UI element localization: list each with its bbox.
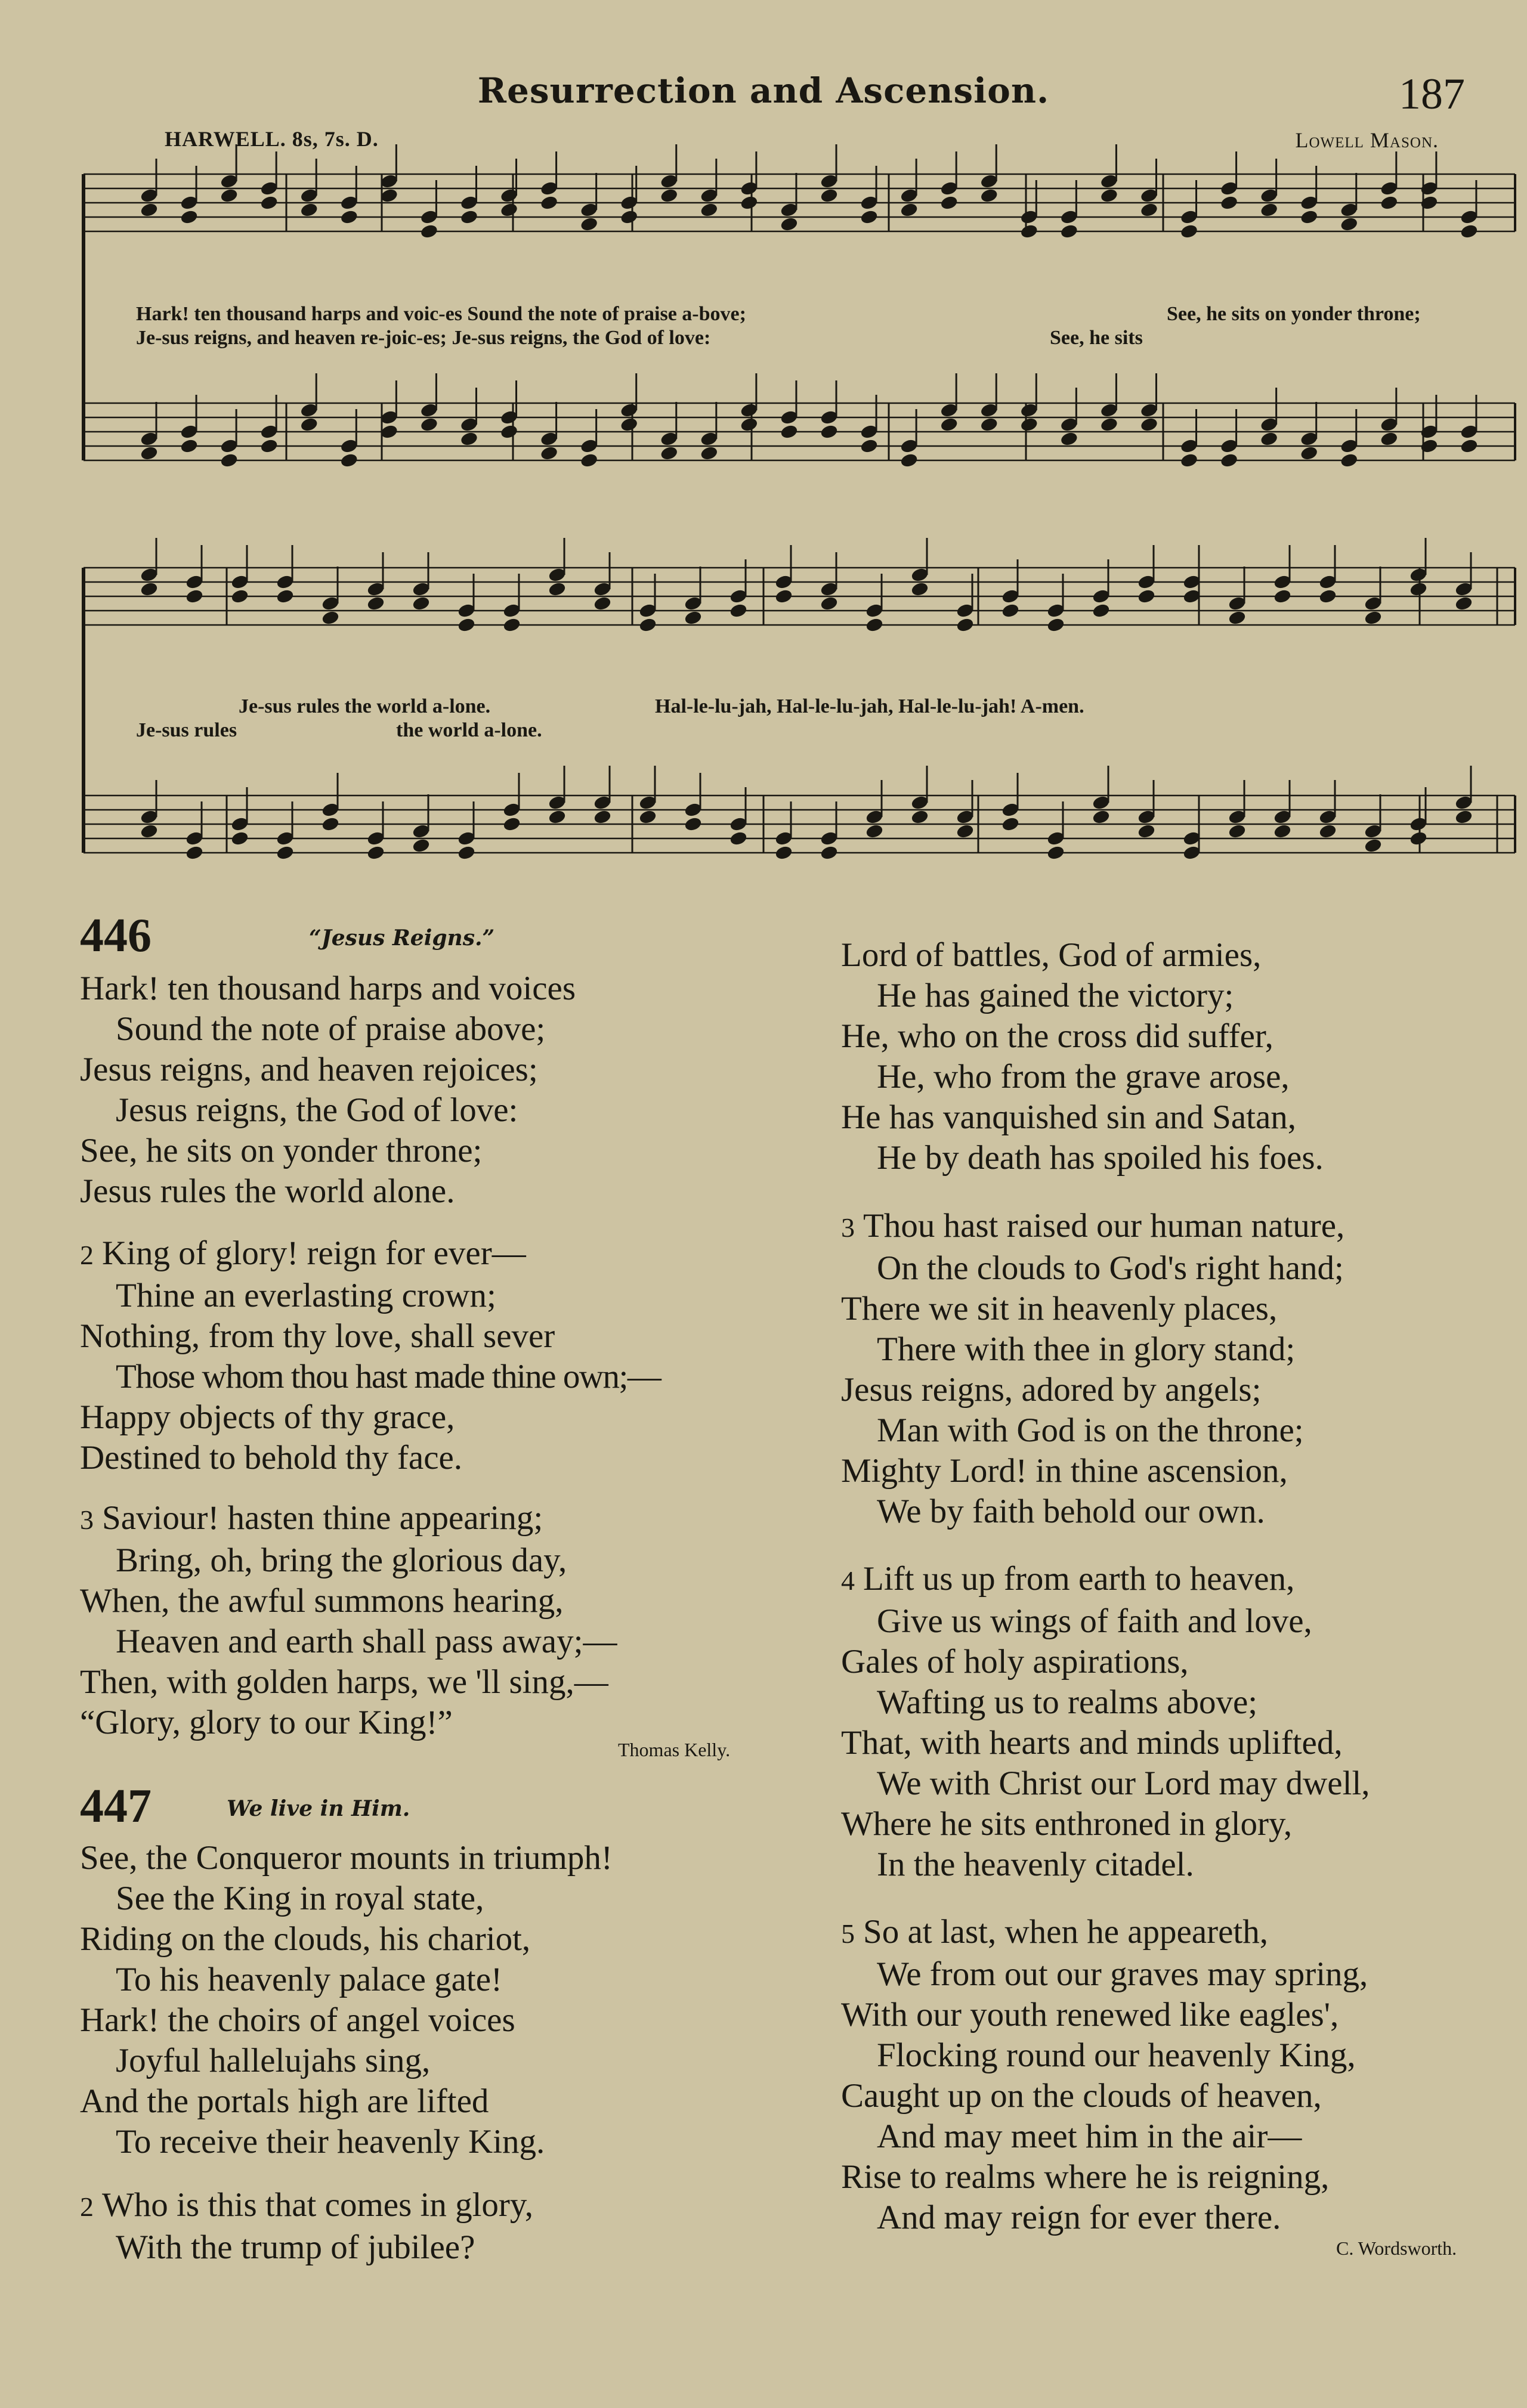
verse-line: Heaven and earth shall pass away;—: [116, 1623, 617, 1660]
note-head: [140, 581, 159, 597]
note-head: [1001, 816, 1020, 832]
hymn447-stanza3: [841, 1206, 1344, 1532]
verse-line: “Glory, glory to our King!”: [80, 1704, 453, 1741]
note-head: [730, 831, 748, 846]
verse-line: He, who on the cross did suffer,: [841, 1017, 1273, 1055]
verse-line: Thou hast raised our human nature,: [863, 1207, 1345, 1245]
note-head: [620, 417, 638, 432]
note-head: [300, 202, 319, 218]
note-head: [1220, 195, 1238, 211]
note-head: [684, 610, 703, 626]
verse-line: To his heavenly palace gate!: [116, 1961, 503, 1998]
verse-line: See, he sits on yonder throne;: [80, 1132, 483, 1169]
note-head: [1460, 438, 1479, 454]
note-head: [260, 195, 279, 211]
verse-line: With our youth renewed like eagles',: [841, 1996, 1339, 2034]
note-head: [548, 809, 567, 825]
note-head: [820, 188, 839, 203]
tune-composer: Lowell Mason.: [1295, 128, 1439, 152]
verse-line: In the heavenly citadel.: [877, 1846, 1194, 1883]
note-head: [231, 589, 249, 604]
note-head: [140, 824, 159, 839]
note-head: [186, 589, 204, 604]
hymn447-stanza4: [841, 1559, 1370, 1885]
verse-line: There we sit in heavenly places,: [841, 1290, 1278, 1327]
note-head: [1092, 809, 1111, 825]
note-head: [322, 610, 340, 626]
author-447: C. Wordsworth.: [1336, 2237, 1457, 2259]
note-head: [860, 209, 879, 225]
note-head: [1319, 824, 1337, 839]
note-head: [820, 845, 839, 861]
note-head: [1100, 417, 1118, 432]
verse-line: Riding on the clouds, his chariot,: [80, 1920, 531, 1958]
verse-line: Hark! ten thousand harps and voices: [80, 970, 576, 1007]
note-head: [1260, 431, 1278, 447]
note-head: [1020, 417, 1038, 432]
verse-line: Jesus reigns, and heaven rejoices;: [80, 1051, 538, 1088]
note-head: [140, 445, 159, 461]
note-head: [1260, 202, 1278, 218]
note-head: [1273, 824, 1292, 839]
note-head: [820, 424, 839, 439]
note-head: [580, 453, 598, 468]
verse-line: That, with hearts and minds uplifted,: [841, 1724, 1343, 1762]
note-head: [940, 417, 959, 432]
verse-line: Happy objects of thy grace,: [80, 1398, 455, 1436]
note-head: [900, 202, 919, 218]
note-head: [639, 617, 657, 633]
score-lyric-alto-pickup: See, he sits: [1050, 327, 1143, 349]
verse-line: We by faith behold our own.: [877, 1493, 1265, 1530]
verse-line: Jesus reigns, the God of love:: [116, 1091, 518, 1129]
verse-line: And the portals high are lifted: [80, 2082, 489, 2120]
verse-line: Bring, oh, bring the glorious day,: [116, 1542, 567, 1579]
verse-line: He has vanquished sin and Satan,: [841, 1098, 1297, 1136]
note-head: [740, 417, 759, 432]
note-head: [1140, 202, 1158, 218]
note-head: [458, 845, 476, 861]
hymn-number-447: 447: [80, 1780, 152, 1833]
note-head: [503, 816, 521, 832]
note-head: [231, 831, 249, 846]
note-head: [580, 216, 598, 232]
note-head: [775, 845, 793, 861]
note-head: [780, 216, 799, 232]
note-head: [300, 417, 319, 432]
verse-line: See the King in royal state,: [116, 1880, 484, 1917]
running-title: Resurrection and Ascension.: [477, 70, 1050, 111]
note-head: [548, 581, 567, 597]
note-head: [594, 596, 612, 611]
note-head: [740, 195, 759, 211]
verse-line: He, who from the grave arose,: [877, 1058, 1290, 1095]
note-head: [1455, 596, 1473, 611]
verse-line: King of glory! reign for ever—: [102, 1234, 526, 1272]
verse-line: Lift us up from earth to heaven,: [863, 1560, 1295, 1598]
verse-line: Where he sits enthroned in glory,: [841, 1805, 1293, 1843]
verse-line: Caught up on the clouds of heaven,: [841, 2077, 1322, 2115]
verse-line: He has gained the victory;: [877, 977, 1234, 1014]
verse-line: Those whom thou hast made thine own;—: [116, 1358, 661, 1395]
note-head: [900, 453, 919, 468]
note-head: [1137, 824, 1156, 839]
note-head: [1380, 431, 1399, 447]
note-head: [730, 603, 748, 618]
score-lyric-line2-main: Je-sus rules the world a-lone.: [239, 695, 491, 717]
stanza-number: 3: [841, 1212, 855, 1243]
stanza-number: 2: [80, 2192, 94, 2222]
score-lyric-line2-alto-b: the world a-lone.: [396, 719, 542, 741]
verse-line: Give us wings of faith and love,: [877, 1602, 1312, 1640]
note-head: [1273, 589, 1292, 604]
note-head: [540, 445, 558, 461]
note-head: [460, 209, 478, 225]
note-head: [775, 589, 793, 604]
verse-line: Destined to behold thy face.: [80, 1439, 463, 1477]
note-head: [340, 209, 358, 225]
note-head: [276, 845, 295, 861]
note-head: [340, 453, 358, 468]
hymn446-stanza1: [80, 968, 576, 1212]
note-head: [820, 596, 839, 611]
note-head: [180, 438, 199, 454]
note-head: [540, 195, 558, 211]
note-head: [1460, 224, 1479, 239]
note-head: [956, 824, 975, 839]
note-head: [860, 438, 879, 454]
stanza-number: 2: [80, 1240, 94, 1270]
note-head: [1180, 224, 1198, 239]
note-head: [380, 424, 398, 439]
verse-line: Sound the note of praise above;: [116, 1010, 546, 1048]
author-446: Thomas Kelly.: [618, 1739, 731, 1760]
note-head: [380, 188, 398, 203]
verse-line: Wafting us to realms above;: [877, 1683, 1258, 1721]
note-head: [700, 202, 719, 218]
verse-line: On the clouds to God's right hand;: [877, 1249, 1344, 1287]
note-head: [1340, 453, 1358, 468]
note-head: [220, 453, 239, 468]
score-lyric-line1-verse2: Je-sus reigns, and heaven re-joic-es; Je-sus reigns, the God of love:: [136, 327, 711, 349]
hymn-title-446: “Jesus Reigns.”: [309, 926, 495, 951]
note-head: [1137, 589, 1156, 604]
note-head: [500, 202, 518, 218]
hymn-number-446: 446: [80, 909, 152, 962]
note-head: [367, 596, 385, 611]
verse-line: We with Christ our Lord may dwell,: [877, 1765, 1370, 1802]
note-head: [367, 845, 385, 861]
note-head: [620, 209, 638, 225]
score-lyric-refrain: See, he sits on yonder throne;: [1167, 303, 1421, 325]
verse-line: Jesus rules the world alone.: [80, 1172, 455, 1210]
note-head: [865, 617, 884, 633]
verse-line: Flocking round our heavenly King,: [877, 2036, 1356, 2074]
note-head: [412, 838, 431, 853]
verse-line: Hark! the choirs of angel voices: [80, 2001, 515, 2039]
note-head: [865, 824, 884, 839]
note-head: [503, 617, 521, 633]
verse-line: So at last, when he appeareth,: [863, 1913, 1269, 1951]
note-head: [1228, 610, 1247, 626]
note-head: [780, 424, 799, 439]
verse-line: Gales of holy aspirations,: [841, 1643, 1189, 1680]
note-head: [1340, 216, 1358, 232]
verse-line: To receive their heavenly King.: [116, 2123, 545, 2161]
verse-line: And may meet him in the air—: [877, 2118, 1302, 2155]
verse-line: Lord of battles, God of armies,: [841, 936, 1262, 974]
note-head: [1140, 417, 1158, 432]
verse-line: There with thee in glory stand;: [877, 1330, 1296, 1368]
verse-line: Who is this that comes in glory,: [102, 2186, 533, 2224]
hymn447-stanza2-cont: [841, 935, 1324, 1178]
score-lyric-hallelujah: Hal-le-lu-jah, Hal-le-lu-jah, Hal-le-lu-jah! A-men.: [655, 695, 1084, 717]
music-score: [0, 0, 1527, 895]
note-head: [1180, 453, 1198, 468]
stanza-number: 4: [841, 1565, 855, 1596]
note-head: [956, 617, 975, 633]
note-head: [420, 224, 438, 239]
verse-line: Saviour! hasten thine appearing;: [102, 1499, 543, 1537]
note-head: [1100, 188, 1118, 203]
note-head: [1047, 845, 1065, 861]
note-head: [700, 445, 719, 461]
note-head: [1020, 224, 1038, 239]
note-head: [276, 589, 295, 604]
note-head: [140, 202, 159, 218]
note-head: [1300, 209, 1318, 225]
verse-line: He by death has spoiled his foes.: [877, 1139, 1324, 1177]
note-head: [460, 431, 478, 447]
stanza-number: 3: [80, 1505, 94, 1535]
verse-line: Then, with golden harps, we 'll sing,—: [80, 1663, 608, 1701]
note-head: [639, 809, 657, 825]
note-head: [220, 188, 239, 203]
note-head: [180, 209, 199, 225]
note-head: [1300, 445, 1318, 461]
note-head: [500, 424, 518, 439]
verse-line: Jesus reigns, adored by angels;: [841, 1371, 1262, 1409]
verse-line: Thine an everlasting crown;: [116, 1277, 496, 1314]
verse-line: When, the awful summons hearing,: [80, 1582, 564, 1620]
note-head: [1409, 831, 1428, 846]
hymn447-stanza1: [80, 1838, 613, 2162]
hymn447-stanza5: [841, 1912, 1368, 2238]
note-head: [458, 617, 476, 633]
verse-line: Rise to realms where he is reigning,: [841, 2158, 1330, 2196]
note-head: [1228, 824, 1247, 839]
verse-line: Nothing, from thy love, shall sever: [80, 1317, 555, 1355]
note-head: [911, 809, 929, 825]
hymn-title-447: We live in Him.: [227, 1796, 410, 1821]
note-head: [420, 417, 438, 432]
verse-line: Mighty Lord! in thine ascension,: [841, 1452, 1288, 1490]
note-head: [322, 816, 340, 832]
verse-line: We from out our graves may spring,: [877, 1955, 1368, 1993]
verse-line: With the trump of jubilee?: [116, 2229, 475, 2266]
note-head: [1220, 453, 1238, 468]
note-head: [1047, 617, 1065, 633]
note-head: [911, 581, 929, 597]
note-head: [1364, 610, 1383, 626]
verse-line: And may reign for ever there.: [877, 2199, 1281, 2236]
note-head: [1455, 809, 1473, 825]
note-head: [980, 188, 999, 203]
note-head: [1364, 838, 1383, 853]
hymn446-stanza3: [80, 1498, 617, 1743]
note-head: [1092, 603, 1111, 618]
note-head: [660, 188, 678, 203]
verse-line: Joyful hallelujahs sing,: [116, 2042, 431, 2079]
hymn447-stanza2-start: [80, 2185, 533, 2268]
stanza-number: 5: [841, 1918, 855, 1949]
note-head: [980, 417, 999, 432]
note-head: [1001, 603, 1020, 618]
note-head: [594, 809, 612, 825]
verse-line: Man with God is on the throne;: [877, 1412, 1304, 1449]
note-head: [1319, 589, 1337, 604]
note-head: [940, 195, 959, 211]
note-head: [1060, 431, 1078, 447]
note-head: [186, 845, 204, 861]
verse-line: See, the Conqueror mounts in triumph!: [80, 1839, 613, 1877]
score-lyric-line2-alto: Je-sus rules: [136, 719, 237, 741]
note-head: [1380, 195, 1399, 211]
note-head: [660, 445, 678, 461]
note-head: [260, 438, 279, 454]
page-number: 187: [1399, 70, 1465, 119]
note-head: [412, 596, 431, 611]
note-head: [684, 816, 703, 832]
score-lyric-line1-verse1: Hark! ten thousand harps and voic-es Sound the note of praise a-bove;: [136, 303, 746, 325]
tune-name: HARWELL. 8s, 7s. D.: [165, 127, 379, 151]
note-head: [1409, 581, 1428, 597]
note-head: [1060, 224, 1078, 239]
hymn446-stanza2: [80, 1233, 660, 1478]
